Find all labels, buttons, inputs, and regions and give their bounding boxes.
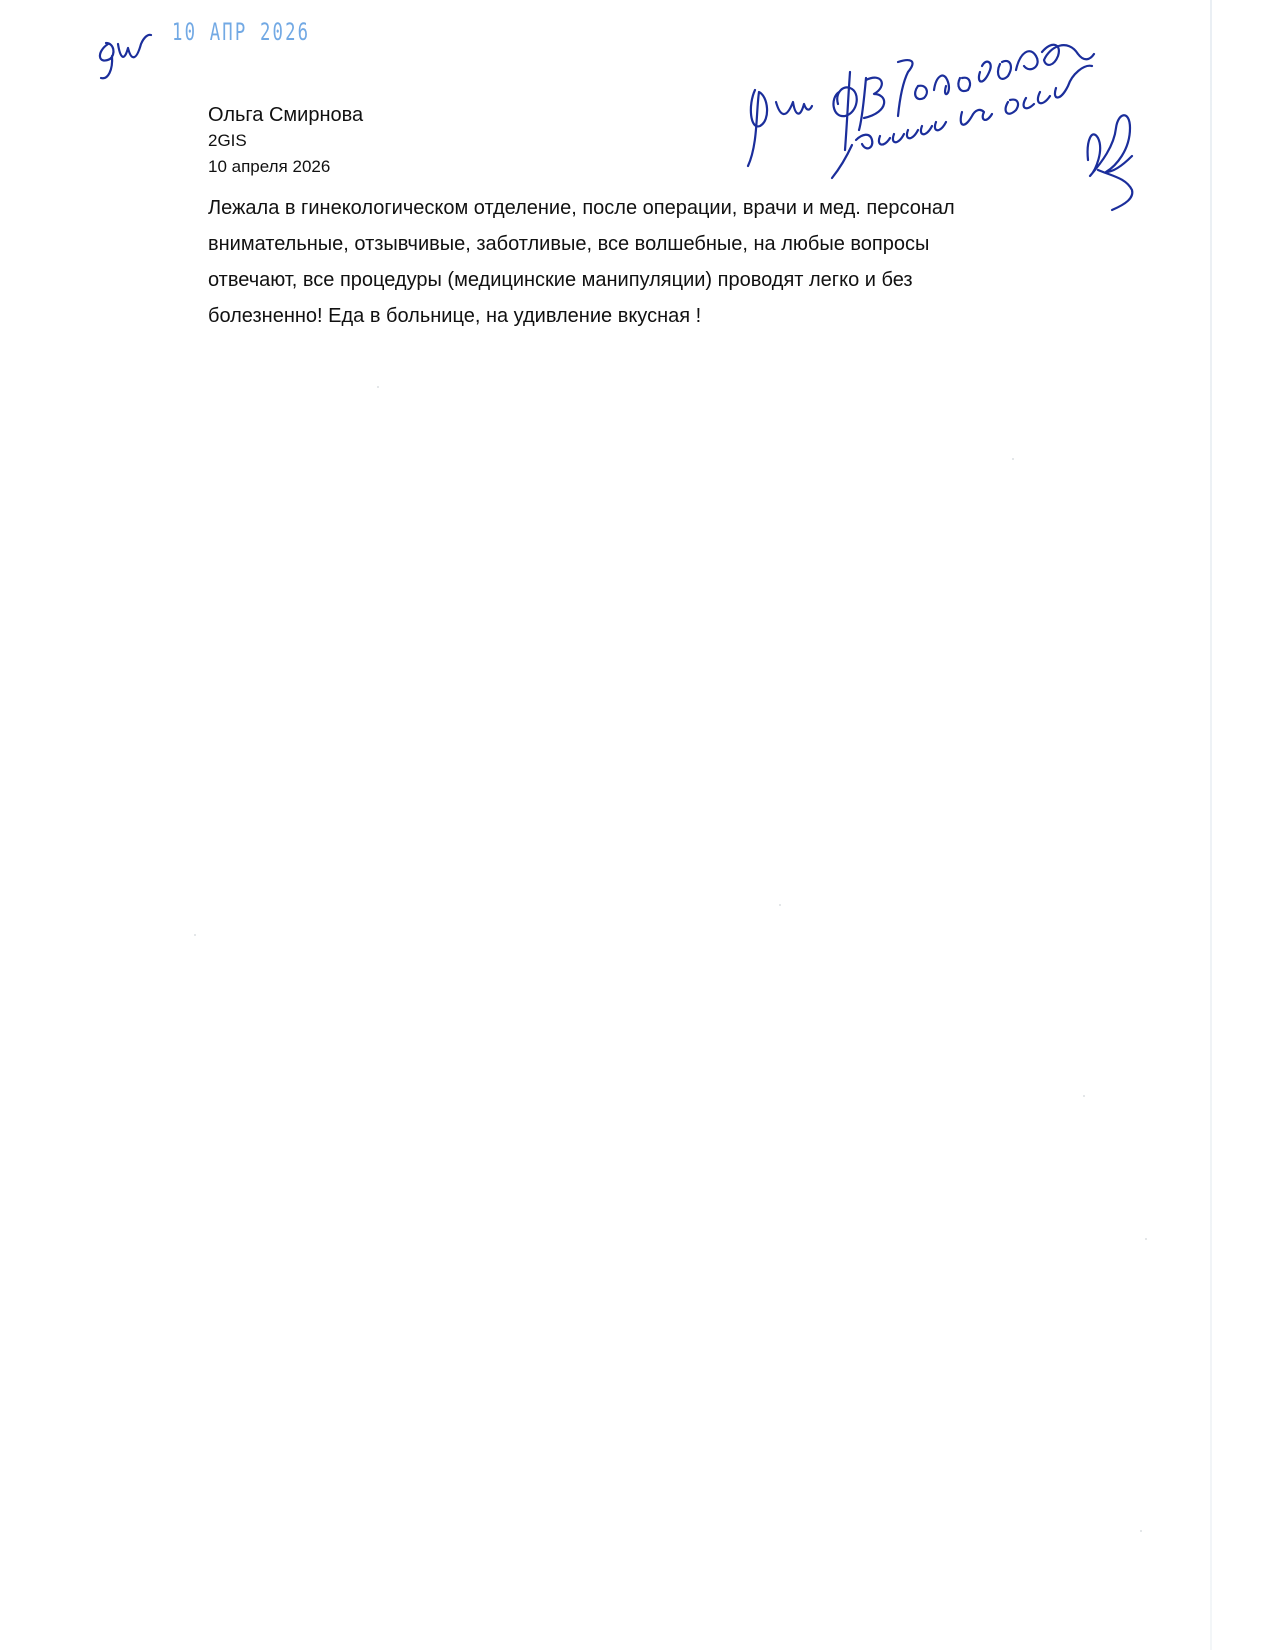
review-text-line: внимательные, отзывчивые, заботливые, все волшебные, на любые вопросы: [208, 233, 930, 255]
review-text-line: отвечают, все процедуры (медицинские манипуляции) проводят легко и без: [208, 269, 913, 291]
review-text-line: Лежала в гинекологическом отделение, после операции, врачи и мед. персонал: [208, 197, 955, 219]
received-date-stamp: 10 АПР 2026: [172, 18, 311, 46]
scan-speck: [377, 386, 379, 388]
scan-edge-shadow: [1210, 0, 1212, 1650]
scan-speck: [779, 904, 781, 906]
scan-speck: [1012, 458, 1014, 460]
corner-initials-handwriting: [100, 35, 151, 78]
scan-speck: [1140, 1530, 1142, 1532]
signature-mark: [1088, 115, 1133, 210]
scan-speck: [1083, 1095, 1085, 1097]
review-text-line: болезненно! Еда в больнице, на удивление вкусная !: [208, 305, 702, 327]
review-author: Ольга Смирнова: [208, 104, 364, 126]
review-text: [208, 190, 1088, 334]
scan-speck: [1145, 1238, 1147, 1240]
scan-speck: [194, 934, 196, 936]
review-date: 10 апреля 2026: [208, 157, 331, 176]
review-source: 2GIS: [208, 131, 247, 150]
review-header: [208, 102, 1088, 180]
